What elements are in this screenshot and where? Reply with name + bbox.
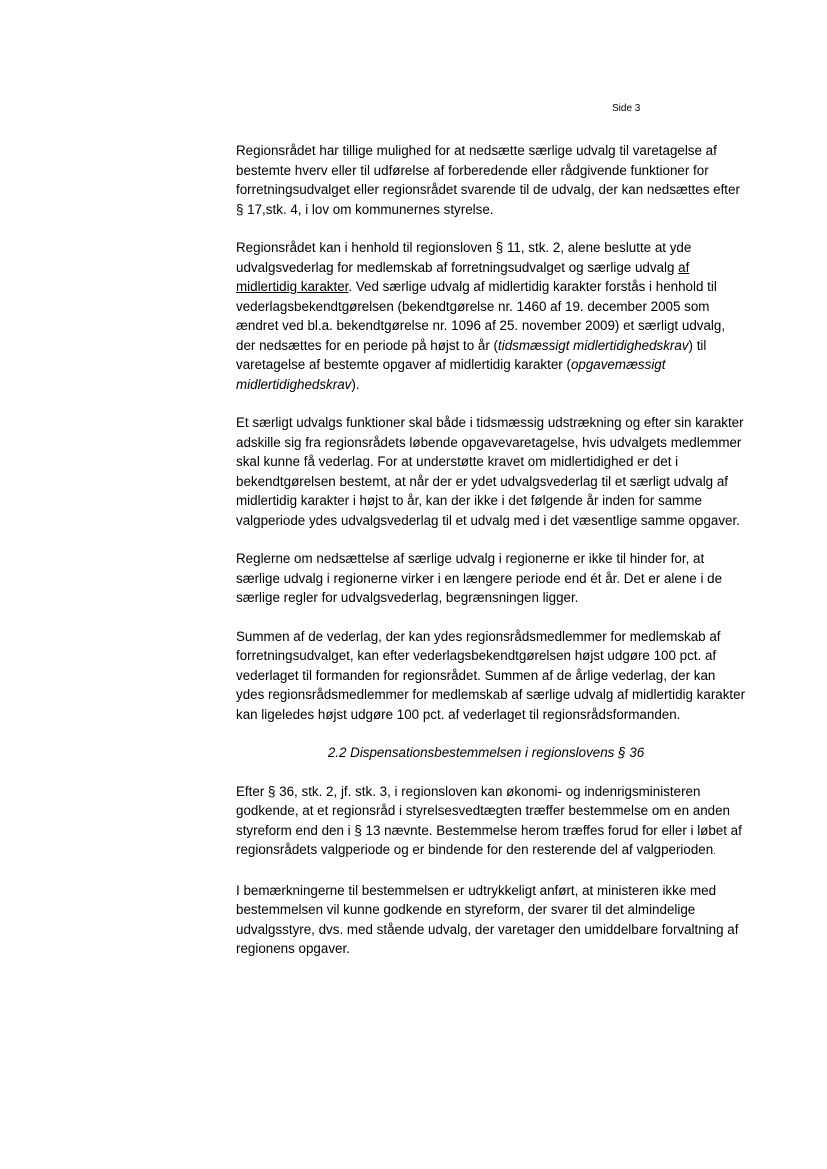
paragraph-text: Efter § 36, stk. 2, jf. stk. 3, i regionsloven kan økonomi- og indenrigsministeren godkende, at et regionsråd i styrelsesvedtægten træffer bestemmelse om en anden styreform end den i § 13 nævnte. Bestemmelse herom træffes forud for eller i løbet af regionsrådets valgperiode og er bindende for den resterende del af valgperioden: [236, 783, 742, 857]
underlined-term: af midlertidig karakter: [236, 259, 690, 294]
paragraph-end-mark: .: [713, 846, 716, 856]
paragraph-remarks: I bemærkningerne til bestemmelsen er udtrykkeligt anført, at ministeren ikke med bestemmelsen vil kunne godkende en styreform, der svarer til det almindelige udvalgsstyre, dvs. med stående udvalg, der varetager den umiddelbare forvaltning af regionens opgaver.: [236, 882, 739, 956]
paragraph-dispensation: [236, 782, 746, 862]
paragraph-committee-functions: Et særligt udvalgs funktioner skal både i tidsmæssig udstrækning og efter sin karakter adskille sig fra regionsrådets løbende opgavevaretagelse, hvis udvalgets medlemmer skal kunne få vederlag. For at understøtte kravet om midlertidighed er det i bekendtgørelsen bestemt, at når der er ydet udvalgsvederlag til et særligt udvalg af midlertidig karakter i højst to år, kan der ikke i det følgende år inden for samme valgperiode ydes udvalgsvederlag til et udvalg med i det væsentlige samme opgaver.: [236, 415, 744, 528]
section-heading: 2.2 Dispensationsbestemmelsen i regionslovens § 36: [327, 745, 645, 760]
italic-term: tidsmæssigt midlertidighedskrav: [498, 337, 689, 353]
paragraph-committee-rules: Reglerne om nedsættelse af særlige udvalg i regionerne er ikke til hinder for, at særlige udvalg i regionerne virker i en længere periode end ét år. Det er alene i de særlige regler for udvalgsvederlag, begrænsningen ligger.: [236, 551, 723, 605]
paragraph-remuneration-sum: Summen af de vederlag, der kan ydes regionsrådsmedlemmer for medlemskab af forretningsudvalget, kan efter vederlagsbekendtgørelsen højst udgøre 100 pct. af vederlaget til formanden for regionsrådet. Summen af de årlige vederlag, der kan ydes regionsrådsmedlemmer for medlemskab af særlige udvalg af midlertidig karakter kan ligeledes højst udgøre 100 pct. af vederlaget til regionsrådsformanden.: [236, 628, 746, 722]
paragraph-text: ) til varetagelse af bestemte opgaver af midlertidig karakter (: [236, 337, 707, 372]
paragraph-text: . Ved særlige udvalg af midlertidig karakter forstås i henhold til vederlagsbekendtgørelsen (bekendtgørelse nr. 1460 af 19. december 2005 som ændret ved bl.a. bekendtgørelse nr. 1096 af 25. november 2009) et særligt udvalg, der nedsættes for en periode på højst to år (: [236, 279, 726, 353]
paragraph-special-committees: Regionsrådet har tillige mulighed for at nedsætte særlige udvalg til varetagelse af bestemte hverv eller til udførelse af forberedende eller rådgivende funktioner for forretningsudvalget eller regionsrådet svarende til de udvalg, der kan nedsættes efter § 17,stk. 4, i lov om kommunernes styrelse.: [236, 143, 740, 217]
paragraph-text: ).: [351, 376, 360, 392]
italic-term: opgavemæssigt midlertidighedskrav: [236, 357, 666, 392]
paragraph-text: Regionsrådet kan i henhold til regionsloven § 11, stk. 2, alene beslutte at yde udvalgsvederlag for medlemskab af forretningsudvalget og særlige udvalg: [236, 240, 692, 275]
paragraph-committee-remuneration: [236, 238, 746, 394]
page-number: Side 3: [612, 103, 641, 114]
document-body: [236, 141, 746, 978]
